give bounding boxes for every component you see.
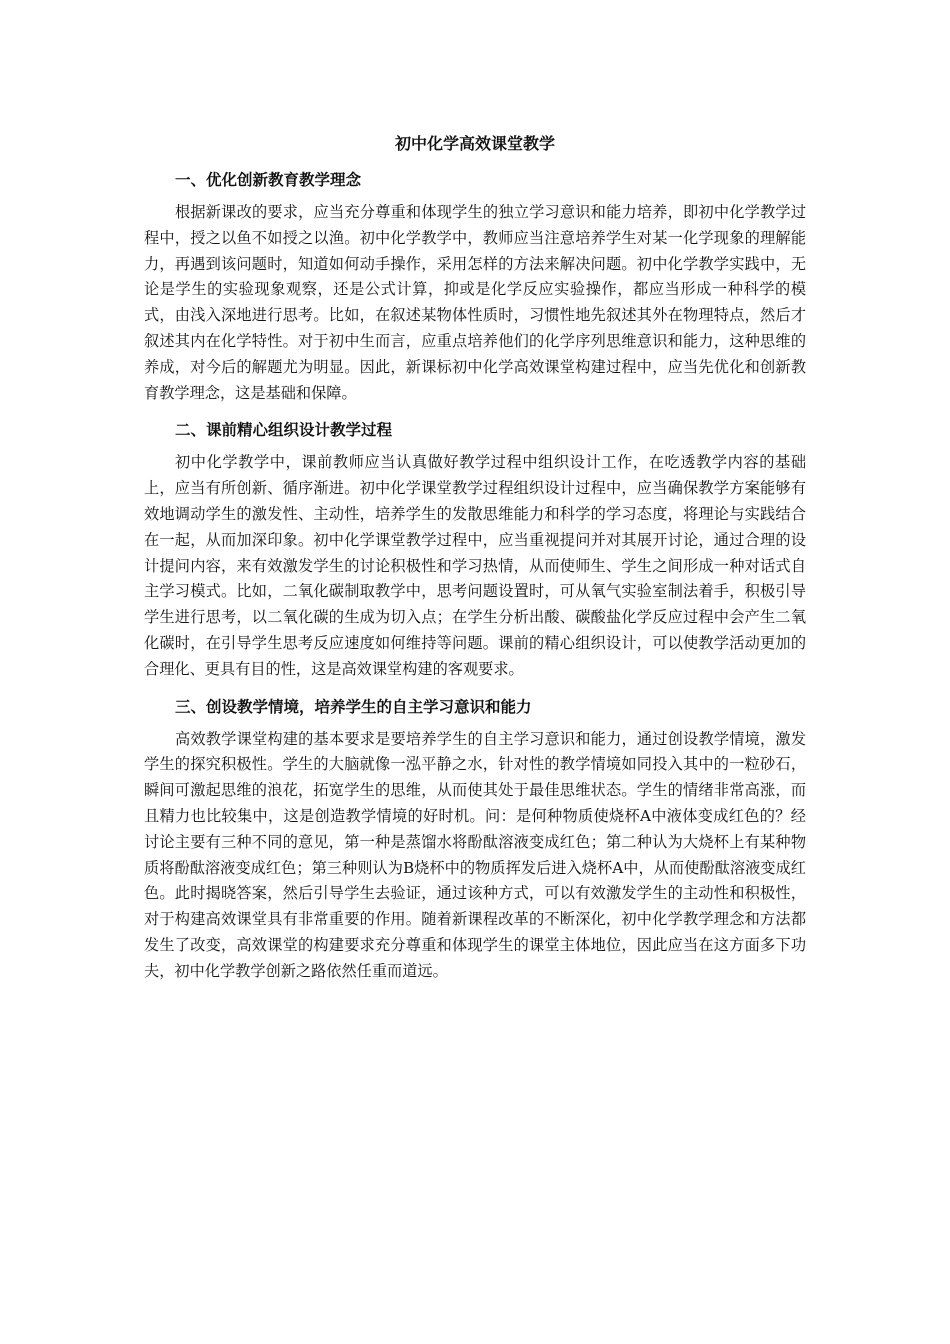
section-paragraph: 高效教学课堂构建的基本要求是要培养学生的自主学习意识和能力，通过创设教学情境，激发学生的探究积极性。学生的大脑就像一泓平静之水，针对性的教学情境如同投入其中的一粒砂石，瞬间可激起思维的浪花，拓宽学生的思维，从而使其处于最佳思维状态。学生的情绪非常高涨，而且精力也比较集中，这是创造教学情境的好时机。问：是何种物质使烧杯A中液体变成红色的？经讨论主要有三种不同的意见，第一种是蒸馏水将酚酞溶液变成红色；第二种认为大烧杯上有某种物质将酚酞溶液变成红色；第三种则认为B烧杯中的物质挥发后进入烧杯A中，从而使酚酞溶液变成红色。此时揭晓答案，然后引导学生去验证，通过该种方式，可以有效激发学生的主动性和积极性，对于构建高效课堂具有非常重要的作用。随着新课程改革的不断深化，初中化学教学理念和方法都发生了改变，高效课堂的构建要求充分尊重和体现学生的课堂主体地位，因此应当在这方面多下功夫，初中化学教学创新之路依然任重而道远。 — [144, 729, 806, 980]
section-1 — [144, 168, 806, 406]
section-heading: 一、优化创新教育教学理念 — [175, 170, 362, 189]
section-heading: 三、创设教学情境，培养学生的自主学习意识和能力 — [175, 696, 532, 716]
section-heading: 二、课前精心组织设计教学过程 — [175, 420, 393, 440]
section-2 — [144, 418, 806, 682]
section-paragraph: 初中化学教学中，课前教师应当认真做好教学过程中组织设计工作，在吃透教学内容的基础上，应当有所创新、循序渐进。初中化学课堂教学过程组织设计过程中，应当确保教学方案能够有效地调动学生的激发性、主动性，培养学生的发散思维能力和科学的学习态度，将理论与实践结合在一起，从而加深印象。初中化学课堂教学过程中，应当重视提问并对其展开讨论，通过合理的设计提问内容，来有效激发学生的讨论积极性和学习热情，从而使师生、学生之间形成一种对话式自主学习模式。比如，二氧化碳制取教学中，思考问题设置时，可从氧气实验室制法着手，积极引导学生进行思考，以二氧化碳的生成为切入点；在学生分析出酸、碳酸盐化学反应过程中会产生二氧化碳时，在引导学生思考反应速度如何维持等问题。课前的精心组织设计，可以使教学活动更加的合理化、更具有目的性，这是高效课堂构建的客观要求。 — [144, 453, 806, 678]
section-3 — [144, 695, 806, 985]
section-paragraph: 根据新课改的要求，应当充分尊重和体现学生的独立学习意识和能力培养，即初中化学教学过程中，授之以鱼不如授之以渔。初中化学教学中，教师应当注意培养学生对某一化学现象的理解能力，再遇到该问题时，知道如何动手操作，采用怎样的方法来解决问题。初中化学教学实践中，无论是学生的实验现象观察，还是公式计算，抑或是化学反应实验操作，都应当形成一种科学的模式，由浅入深地进行思考。比如，在叙述某物体性质时，习惯性地先叙述其外在物理特点，然后才叙述其内在化学特性。对于初中生而言，应重点培养他们的化学序列思维意识和能力，这种思维的养成，对今后的解题尤为明显。因此，新课标初中化学高效课堂构建过程中，应当先优化和创新教育教学理念，这是基础和保障。 — [144, 203, 806, 402]
document-title: 初中化学高效课堂教学 — [394, 134, 555, 153]
